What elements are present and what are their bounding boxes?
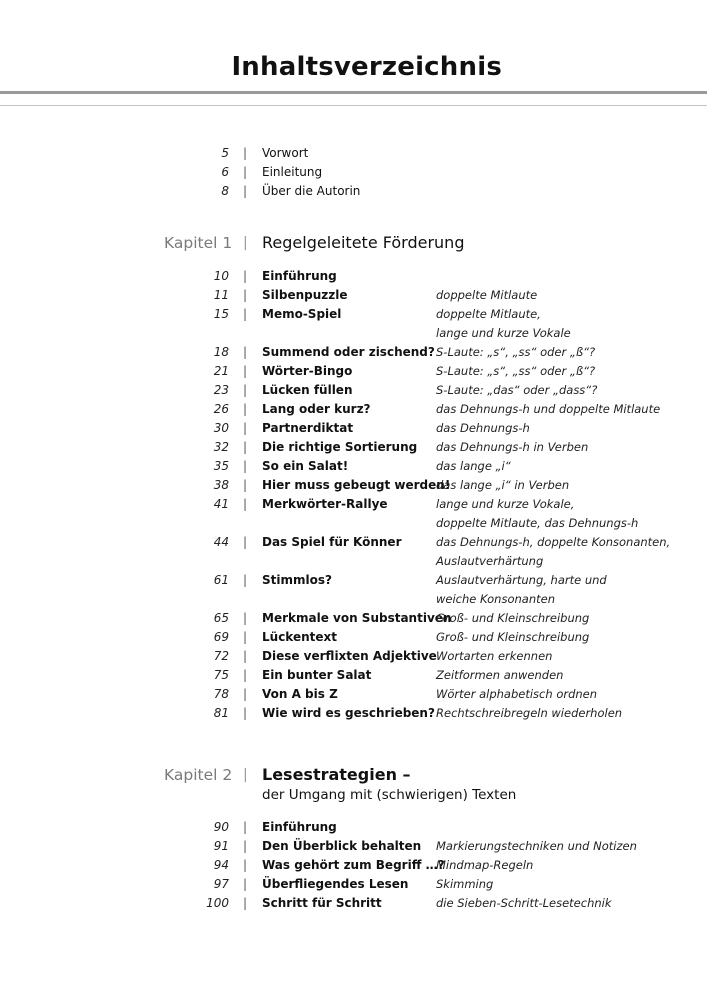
page-number: 26 [213,402,229,416]
page-number: 38 [213,478,229,492]
toc-entry[interactable] [0,818,707,837]
page-number: 78 [213,687,229,701]
toc-entry[interactable] [0,837,707,856]
entry-note-continued: lange und kurze Vokale [436,326,571,340]
page-number: 61 [213,573,229,587]
toc-entry[interactable] [0,457,707,476]
separator: | [243,706,248,720]
toc-entry[interactable] [0,267,707,286]
entry-note: das Dehnungs-h, doppelte Konsonanten, [436,535,671,549]
entry-label: So ein Salat! [262,459,349,473]
entry-note: das Dehnungs-h in Verben [436,440,589,454]
entry-label: Stimmlos? [262,573,332,587]
entry-label: Was gehört zum Begriff …? [262,858,445,872]
page-number: 65 [213,611,229,625]
separator: | [243,877,248,891]
toc-entry[interactable] [0,286,707,305]
separator: | [243,839,248,853]
toc-entry[interactable] [0,495,707,514]
chapter-label: Kapitel 2 [164,766,233,784]
chapter-heading-1[interactable] [0,230,707,256]
entry-note: das lange „i“ [436,459,511,473]
entry-label: Merkwörter-Rallye [262,497,388,511]
separator: | [243,184,248,198]
separator: | [243,573,248,587]
entry-label: Ein bunter Salat [262,668,372,682]
page-number: 32 [213,440,229,454]
chapter-subtitle: der Umgang mit (schwierigen) Texten [262,787,517,803]
entry-note: das lange „i“ in Verben [436,478,570,492]
page-number: 97 [213,877,229,891]
toc-entry-vorwort[interactable] [0,144,707,163]
page-number: 8 [221,184,229,198]
page-number: 94 [213,858,229,872]
toc-entry-continuation [0,324,707,343]
toc-entry-continuation [0,514,707,533]
separator: | [243,630,248,644]
page-number: 15 [213,307,229,321]
page-number: 35 [213,459,229,473]
separator: | [243,364,248,378]
toc-entry[interactable] [0,571,707,590]
separator: | [243,611,248,625]
separator: | [243,146,248,160]
entry-note: Zeitformen anwenden [436,668,564,682]
entry-label: Überfliegendes Lesen [262,877,409,891]
separator: | [243,896,248,910]
entry-note: S-Laute: „s“, „ss“ oder „ß“? [436,345,596,359]
separator: | [243,478,248,492]
entry-note-continued: Auslautverhärtung [436,554,544,568]
separator: | [243,307,248,321]
entry-label: Schritt für Schritt [262,896,382,910]
entry-note: S-Laute: „das“ oder „dass“? [436,383,598,397]
entry-label: Memo-Spiel [262,307,342,321]
page-number: 21 [213,364,229,378]
header-rule-thin [0,105,707,106]
entry-note: die Sieben-Schritt-Lesetechnik [436,896,612,910]
toc-entry[interactable] [0,685,707,704]
toc-entry[interactable] [0,362,707,381]
separator: | [243,235,248,251]
entry-note: Rechtschreibregeln wiederholen [436,706,623,720]
chapter-heading-2[interactable] [0,762,707,788]
separator: | [243,269,248,283]
entry-label: Vorwort [262,146,309,160]
separator: | [243,820,248,834]
entry-note: das Dehnungs-h und doppelte Mitlaute [436,402,661,416]
page-number: 91 [213,839,229,853]
toc-entry[interactable] [0,381,707,400]
toc-entry[interactable] [0,875,707,894]
separator: | [243,165,248,179]
page-number: 23 [213,383,229,397]
page-number: 30 [213,421,229,435]
entry-label: Silbenpuzzle [262,288,348,302]
entry-note: Mindmap-Regeln [436,858,534,872]
toc-entry[interactable] [0,704,707,723]
entry-note: Skimming [436,877,494,891]
separator: | [243,421,248,435]
separator: | [243,858,248,872]
toc-entry-einleitung[interactable] [0,163,707,182]
toc-entry[interactable] [0,343,707,362]
entry-label: Den Überblick behalten [262,839,422,853]
page-number: 90 [213,820,229,834]
separator: | [243,668,248,682]
toc-entry[interactable] [0,647,707,666]
toc-entry-continuation [0,552,707,571]
separator: | [243,459,248,473]
entry-label: Lückentext [262,630,337,644]
entry-label: Einführung [262,820,337,834]
entry-label: Einführung [262,269,337,283]
page-title: Inhaltsverzeichnis [231,52,502,82]
entry-label: Einleitung [262,165,323,179]
chapter-label: Kapitel 1 [164,234,233,252]
page-number: 11 [213,288,229,302]
page-number: 81 [213,706,229,720]
entry-note: Wörter alphabetisch ordnen [436,687,598,701]
separator: | [243,497,248,511]
chapter-title: Regelgeleitete Förderung [262,233,465,252]
page-number: 6 [221,165,229,179]
entry-note: S-Laute: „s“, „ss“ oder „ß“? [436,364,596,378]
separator: | [243,345,248,359]
toc-entry[interactable] [0,438,707,457]
entry-note: Groß- und Kleinschreibung [436,630,590,644]
entry-label: Partnerdiktat [262,421,354,435]
entry-label: Das Spiel für Könner [262,535,402,549]
entry-label: Von A bis Z [262,687,338,701]
entry-note-continued: doppelte Mitlaute, das Dehnungs-h [436,516,639,530]
toc-entry[interactable] [0,400,707,419]
toc-entry[interactable] [0,628,707,647]
toc-entry-ueber-die-autorin[interactable] [0,182,707,201]
page-number: 41 [213,497,229,511]
separator: | [243,767,248,783]
entry-label: Wie wird es geschrieben? [262,706,435,720]
toc-entry[interactable] [0,609,707,628]
entry-label: Merkmale von Substantiven [262,611,452,625]
page-number: 72 [213,649,229,663]
toc-entry[interactable] [0,666,707,685]
page-number: 18 [213,345,229,359]
separator: | [243,535,248,549]
toc-entry[interactable] [0,305,707,324]
toc-entry[interactable] [0,476,707,495]
entry-label: Lang oder kurz? [262,402,371,416]
entry-label: Die richtige Sortierung [262,440,418,454]
page-number: 75 [213,668,229,682]
separator: | [243,288,248,302]
entry-label: Wörter-Bingo [262,364,353,378]
entry-label: Hier muss gebeugt werden! [262,478,451,492]
entry-note: Wortarten erkennen [436,649,553,663]
page-number: 69 [213,630,229,644]
entry-note: Auslautverhärtung, harte und [436,573,607,587]
entry-note: Markierungstechniken und Notizen [436,839,637,853]
entry-note: doppelte Mitlaute, [436,307,541,321]
page-number: 10 [213,269,229,283]
entry-label: Über die Autorin [262,184,361,198]
entry-label: Lücken füllen [262,383,353,397]
entry-label: Summend oder zischend? [262,345,435,359]
entry-note-continued: weiche Konsonanten [436,592,555,606]
entry-note: doppelte Mitlaute [436,288,538,302]
entry-note: das Dehnungs-h [436,421,530,435]
toc-entry-continuation [0,590,707,609]
entry-label: Diese verflixten Adjektive [262,649,437,663]
page-number: 100 [206,896,229,910]
page-number: 44 [213,535,229,549]
toc-entry[interactable] [0,419,707,438]
chapter-title: Lesestrategien – [262,765,411,784]
page-number: 5 [221,146,229,160]
toc-entry[interactable] [0,894,707,913]
header-rule [0,91,707,94]
toc-entry[interactable] [0,533,707,552]
separator: | [243,383,248,397]
separator: | [243,440,248,454]
separator: | [243,402,248,416]
separator: | [243,649,248,663]
entry-note: Groß- und Kleinschreibung [436,611,590,625]
separator: | [243,687,248,701]
toc-entry[interactable] [0,856,707,875]
entry-note: lange und kurze Vokale, [436,497,575,511]
